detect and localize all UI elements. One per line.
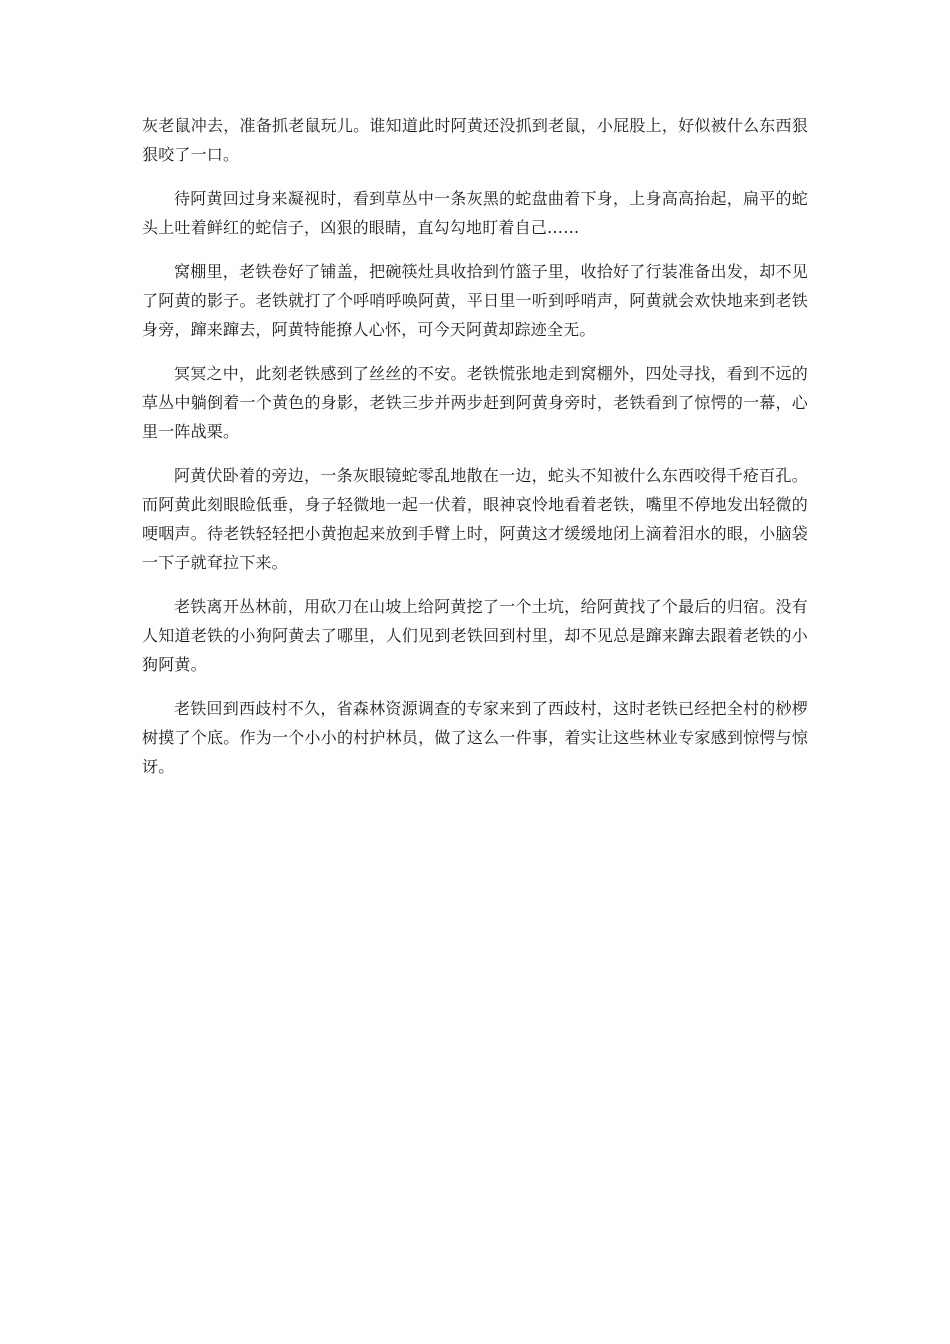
paragraph-6: 老铁离开丛林前，用砍刀在山坡上给阿黄挖了一个土坑，给阿黄找了个最后的归宿。没有人知道老铁的小狗阿黄去了哪里，人们见到老铁回到村里，却不见总是蹿来蹿去跟着老铁的小狗阿黄。	[142, 597, 808, 674]
paragraph-5: 阿黄伏卧着的旁边，一条灰眼镜蛇零乱地散在一边，蛇头不知被什么东西咬得千疮百孔。而阿黄此刻眼睑低垂，身子轻微地一起一伏着，眼神哀怜地看着老铁，嘴里不停地发出轻微的哽咽声。待老铁轻轻把小黄抱起来放到手臂上时，阿黄这才缓缓地闭上滴着泪水的眼，小脑袋一下子就耷拉下来。	[142, 466, 808, 572]
paragraph-7: 老铁回到西歧村不久，省森林资源调查的专家来到了西歧村，这时老铁已经把全村的桫椤树摸了个底。作为一个小小的村护林员，做了这么一件事，着实让这些林业专家感到惊愕与惊讶。	[142, 699, 808, 776]
article-body	[142, 111, 808, 796]
paragraph-3: 窝棚里，老铁卷好了铺盖，把碗筷灶具收拾到竹篮子里，收拾好了行装准备出发，却不见了阿黄的影子。老铁就打了个呼哨呼唤阿黄，平日里一听到呼哨声，阿黄就会欢快地来到老铁身旁，蹿来蹿去，阿黄特能撩人心怀，可今天阿黄却踪迹全无。	[142, 262, 808, 339]
paragraph-2: 待阿黄回过身来凝视时，看到草丛中一条灰黑的蛇盘曲着下身，上身高高抬起，扁平的蛇头上吐着鲜红的蛇信子，凶狠的眼睛，直勾勾地盯着自己……	[142, 189, 808, 237]
paragraph-1: 灰老鼠冲去，准备抓老鼠玩儿。谁知道此时阿黄还没抓到老鼠，小屁股上，好似被什么东西狠狠咬了一口。	[142, 116, 808, 164]
paragraph-4: 冥冥之中，此刻老铁感到了丝丝的不安。老铁慌张地走到窝棚外，四处寻找，看到不远的草丛中躺倒着一个黄色的身影，老铁三步并两步赶到阿黄身旁时，老铁看到了惊愕的一幕，心里一阵战栗。	[142, 364, 808, 441]
